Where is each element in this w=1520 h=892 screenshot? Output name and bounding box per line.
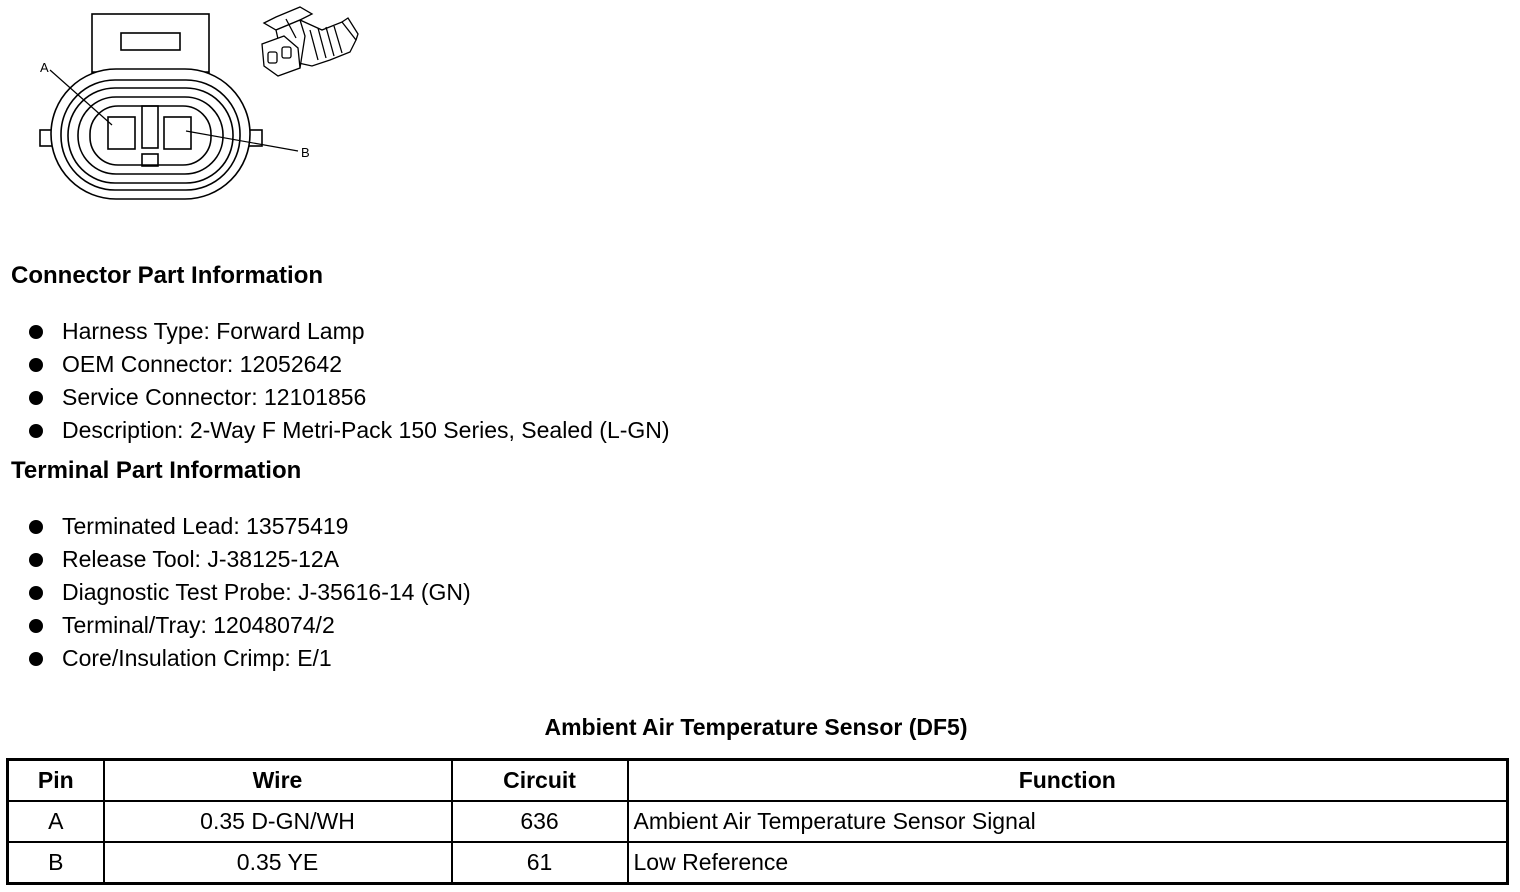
list-item: Terminated Lead: 13575419 <box>28 510 471 543</box>
cell-wire: 0.35 YE <box>104 842 452 884</box>
list-item: Description: 2-Way F Metri-Pack 150 Series, Sealed (L-GN) <box>28 414 670 447</box>
cell-circuit: 61 <box>452 842 628 884</box>
list-item: Terminal/Tray: 12048074/2 <box>28 609 471 642</box>
cell-pin: B <box>8 842 104 884</box>
list-item: OEM Connector: 12052642 <box>28 348 670 381</box>
connector-diagram <box>0 0 380 215</box>
pin-label-b: B <box>301 145 310 160</box>
table-title: Ambient Air Temperature Sensor (DF5) <box>544 714 968 740</box>
bullet-icon <box>29 358 43 372</box>
header-wire: Wire <box>104 760 452 802</box>
table-row <box>8 801 1508 842</box>
terminal-info-list <box>28 510 471 675</box>
cell-circuit: 636 <box>452 801 628 842</box>
table-header-row <box>8 760 1508 802</box>
list-item: Release Tool: J-38125-12A <box>28 543 471 576</box>
bullet-icon <box>29 325 43 339</box>
list-item: Diagnostic Test Probe: J-35616-14 (GN) <box>28 576 471 609</box>
connector-latch <box>92 14 209 77</box>
list-item: Harness Type: Forward Lamp <box>28 315 670 348</box>
bullet-icon <box>29 553 43 567</box>
bullet-icon <box>29 619 43 633</box>
header-circuit: Circuit <box>452 760 628 802</box>
cell-function: Ambient Air Temperature Sensor Signal <box>628 801 1508 842</box>
bullet-icon <box>29 424 43 438</box>
cell-wire: 0.35 D-GN/WH <box>104 801 452 842</box>
bullet-icon <box>29 586 43 600</box>
connector-info-list <box>28 315 670 447</box>
pin-label-a: A <box>40 60 49 75</box>
connector-info-heading: Connector Part Information <box>11 262 324 289</box>
connector-isometric-icon <box>262 7 358 76</box>
table-row <box>8 842 1508 884</box>
header-pin: Pin <box>8 760 104 802</box>
header-function: Function <box>628 760 1508 802</box>
bullet-icon <box>29 652 43 666</box>
bullet-icon <box>29 520 43 534</box>
cell-function: Low Reference <box>628 842 1508 884</box>
terminal-info-heading: Terminal Part Information <box>11 457 302 484</box>
list-item: Core/Insulation Crimp: E/1 <box>28 642 471 675</box>
cell-pin: A <box>8 801 104 842</box>
bullet-icon <box>29 391 43 405</box>
pin-table <box>6 758 1509 885</box>
connector-body <box>51 69 250 199</box>
list-item: Service Connector: 12101856 <box>28 381 670 414</box>
